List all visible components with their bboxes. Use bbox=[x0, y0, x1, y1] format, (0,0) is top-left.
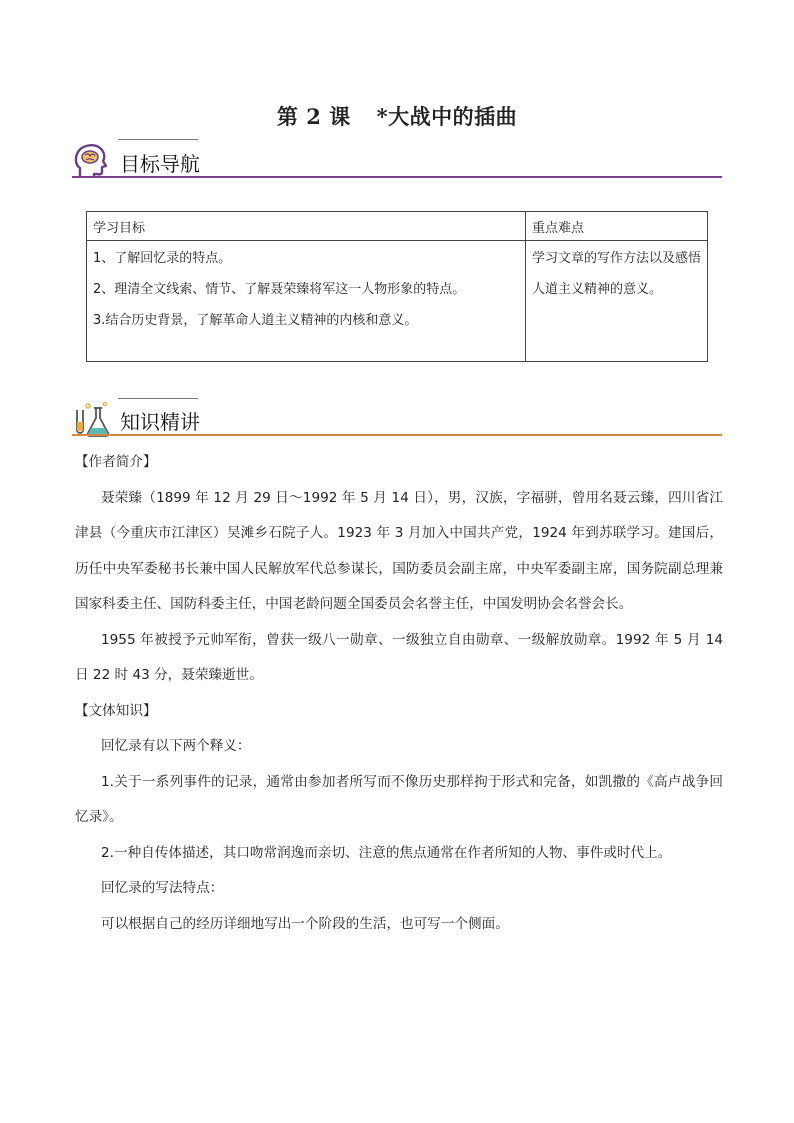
key-points-cell bbox=[526, 241, 708, 362]
goal-item: 3.结合历史背景，了解革命人道主义精神的内核和意义。 bbox=[93, 313, 418, 328]
key-points-text: 学习文章的写作方法以及感悟人道主义精神的意义。 bbox=[532, 251, 702, 297]
paragraph: 聂荣臻（1899 年 12 月 29 日～1992 年 5 月 14 日），男，汉族，字福骈，曾用名聂云臻，四川省江津县（今重庆市江津区）吴滩乡石院子人。1923 年 3 月加入中国共产党，1924 年到苏联学习。建国后，历任中央军委秘书长兼中国人民解放军代总参谋长，国防委员会副主席，中央军委副主席，国务院副总理兼国家科委主任、国防科委主任，中国老龄问题全国委员会名誉主任，中国发明协会名誉会长。 bbox=[75, 489, 723, 612]
subheading-author: 【作者简介】 bbox=[75, 454, 157, 470]
table-header-goals: 学习目标 bbox=[87, 212, 526, 241]
goals-table bbox=[86, 211, 708, 362]
table-header-key-points: 重点难点 bbox=[526, 212, 708, 241]
section-title: 目标导航 bbox=[120, 152, 200, 176]
section-goals-nav bbox=[72, 139, 722, 181]
lesson-number: 第 2 课 bbox=[276, 104, 351, 129]
subheading-genre: 【文体知识】 bbox=[75, 702, 157, 719]
goals-cell bbox=[87, 241, 526, 362]
paragraph: 1.关于一系列事件的记录，通常由参加者所写而不像历史那样拘于形式和完备，如凯撒的《高卢战争回忆录》。 bbox=[75, 773, 723, 825]
lesson-name: *大战中的插曲 bbox=[376, 104, 518, 129]
paragraph: 回忆录的写法特点： bbox=[101, 880, 224, 896]
page-title bbox=[0, 101, 794, 131]
section-rule bbox=[72, 176, 722, 178]
header-top-line bbox=[118, 398, 198, 399]
goal-item: 2、理清全文线索、情节、了解聂荣臻将军这一人物形象的特点。 bbox=[93, 282, 466, 297]
section-knowledge bbox=[72, 398, 722, 438]
paragraph: 回忆录有以下两个释义： bbox=[101, 738, 251, 754]
goal-item: 1、了解回忆录的特点。 bbox=[93, 251, 232, 266]
paragraph: 可以根据自己的经历详细地写出一个阶段的生活，也可写一个侧面。 bbox=[101, 915, 509, 932]
brain-head-icon bbox=[72, 141, 112, 181]
section-title: 知识精讲 bbox=[120, 410, 200, 434]
header-top-line bbox=[118, 139, 198, 140]
section-rule bbox=[72, 434, 722, 436]
paragraph: 1955 年被授予元帅军衔，曾获一级八一勋章、一级独立自由勋章、一级解放勋章。1992 年 5 月 14 日 22 时 43 分，聂荣臻逝世。 bbox=[75, 631, 723, 683]
paragraph: 2.一种自传体描述，其口吻常润逸而亲切、注意的焦点通常在作者所知的人物、事件或时代上。 bbox=[101, 844, 672, 861]
content-body bbox=[75, 445, 723, 942]
